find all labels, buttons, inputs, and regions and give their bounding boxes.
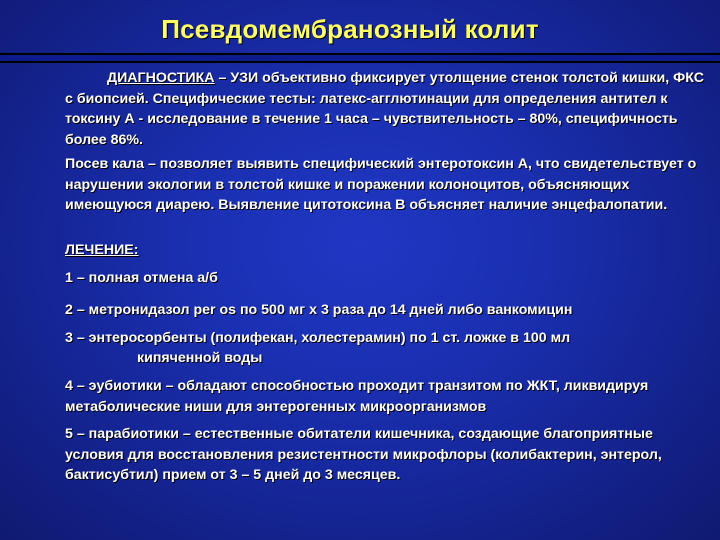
treatment-item-4: 4 – эубиотики – обладают способностью проходит транзитом по ЖКТ, ликвидируя метаболические ниши для энтерогенных микроорганизмов: [65, 378, 649, 415]
title-divider: [0, 53, 720, 63]
treatment-item-1: 1 – полная отмена а/б: [65, 270, 218, 286]
stool-culture-paragraph: Посев кала – позволяет выявить специфический энтеротоксин А, что свидетельствует о нарушении экологии в толстой кишке и поражении колоноцитов, объясняющих имеющуюся диарею. Выявление цитотоксина В объясняет наличие энцефалопатии.: [65, 156, 697, 213]
treatment-item-3-continuation: кипяченной воды: [137, 350, 263, 366]
treatment-item-5: 5 – парабиотики – естественные обитатели кишечника, создающие благоприятные условия для восстановления резистентности микрофлоры (колибактерин, энтерол, бактисубтил) прием от 3 – 5 дней до 3 месяцев.: [65, 426, 662, 483]
slide-title: Псевдомембранозный колит: [161, 14, 539, 44]
treatment-label: ЛЕЧЕНИЕ:: [65, 242, 139, 258]
diagnostics-label: ДИАГНОСТИКА: [107, 70, 215, 86]
treatment-item-3: 3 – энтеросорбенты (полифекан, холестерамин) по 1 ст. ложке в 100 мл: [65, 330, 571, 346]
diagnostics-paragraph: [65, 68, 705, 150]
treatment-item-2: 2 – метронидазол per os по 500 мг х 3 раза до 14 дней либо ванкомицин: [65, 302, 573, 318]
diagnostics-text: – УЗИ объективно фиксирует утолщение стенок толстой кишки, ФКС с биопсией. Специфические тесты: латекс-агглютинации для определения антител к токсину А - исследование в течение 1 часа – чувствительность – 80%, специфичность более 86%.: [65, 70, 704, 148]
